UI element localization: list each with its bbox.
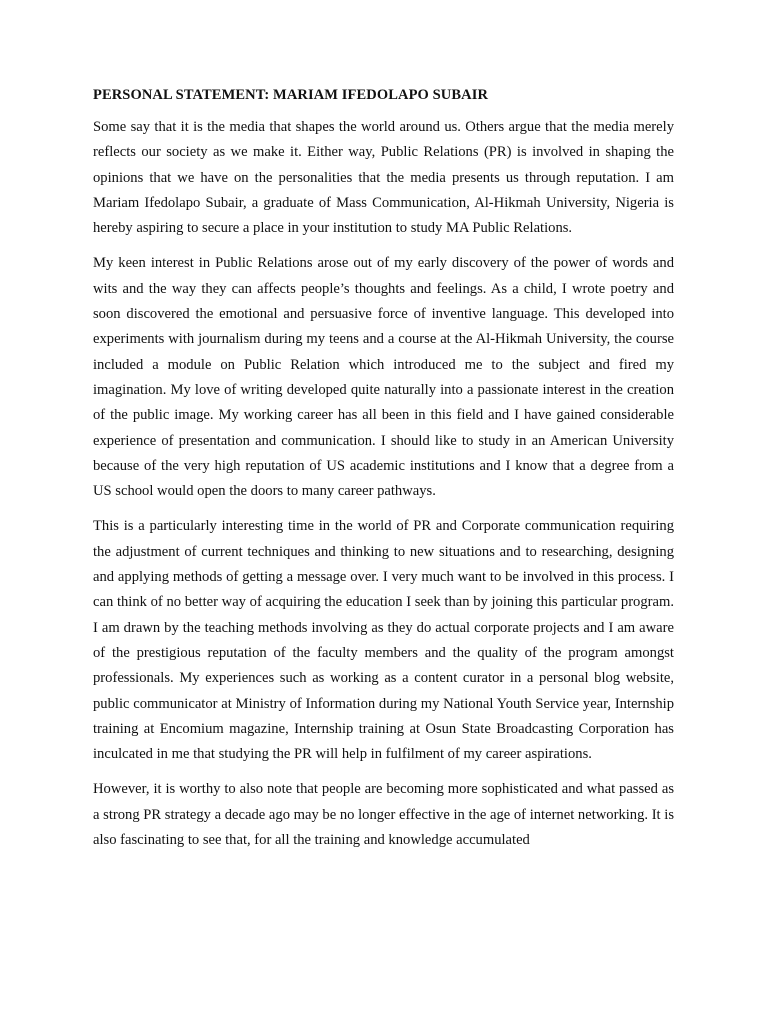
document-title: PERSONAL STATEMENT: MARIAM IFEDOLAPO SUBAIR	[93, 87, 489, 103]
paragraph-interest: My keen interest in Public Relations arose out of my early discovery of the power of words and wits and the way they can affects people’s thoughts and feelings. As a child, I wrote poetry and soon discovered the emotional and persuasive force of inventive language. This developed into experiments with journalism during my teens and a course at the Al-Hikmah University, the course included a module on Public Relation which introduced me to the subject and fired my imagination. My love of writing developed quite naturally into a passionate interest in the creation of the public image. My working career has all been in this field and I have gained considerable experience of presentation and communication. I should like to study in an American University because of the very high reputation of US academic institutions and I know that a degree from a US school would open the doors to many career pathways.	[93, 255, 674, 500]
paragraph-intro: Some say that it is the media that shapes the world around us. Others argue that the media merely reflects our society as we make it. Either way, Public Relations (PR) is involved in shaping the opinions that we have on the personalities that the media presents us through reputation. I am Mariam Ifedolapo Subair, a graduate of Mass Communication, Al-Hikmah University, Nigeria is hereby aspiring to secure a place in your institution to study MA Public Relations.	[93, 119, 674, 237]
paragraph-program: This is a particularly interesting time in the world of PR and Corporate communication requiring the adjustment of current techniques and thinking to new situations and to researching, designing and applying methods of getting a message over. I very much want to be involved in this process. I can think of no better way of acquiring the education I seek than by joining this particular program. I am drawn by the teaching methods involving as they do actual corporate projects and I am aware of the prestigious reputation of the faculty members and the quality of the program amongst professionals. My experiences such as working as a content curator in a personal blog website, public communicator at Ministry of Information during my National Youth Service year, Internship training at Encomium magazine, Internship training at Osun State Broadcasting Corporation has inculcated in me that studying the PR will help in fulfilment of my career aspirations.	[93, 518, 674, 763]
document-page	[93, 85, 674, 863]
paragraph-outlook: However, it is worthy to also note that people are becoming more sophisticated and what passed as a strong PR strategy a decade ago may be no longer effective in the age of internet networking. It is also fascinating to see that, for all the training and knowledge accumulated	[93, 781, 674, 849]
